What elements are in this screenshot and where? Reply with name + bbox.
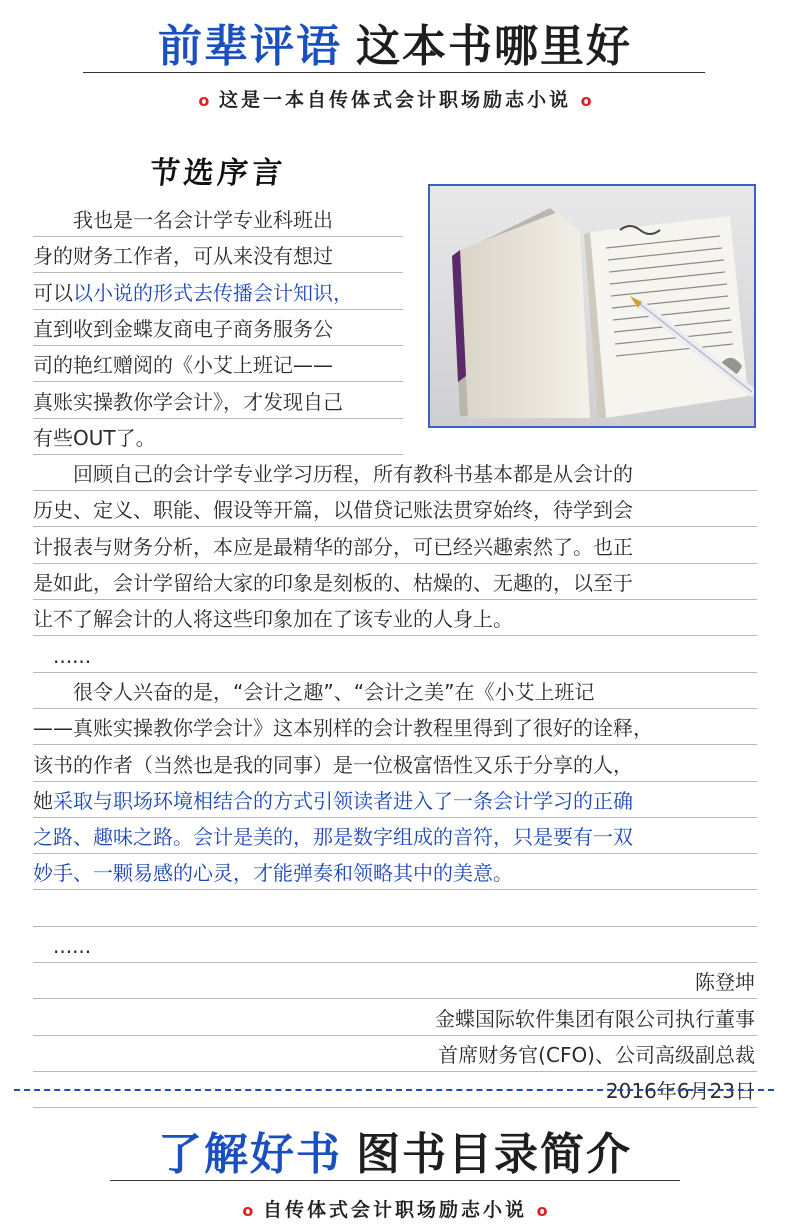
text-line [33, 929, 757, 963]
dashed-separator [14, 1089, 774, 1091]
section-heading-review [0, 10, 790, 74]
signature-line: 首席财务官(CFO)、公司高级副总裁 [33, 1038, 757, 1072]
section-heading-catalog [0, 1118, 790, 1182]
text-line [33, 457, 757, 491]
heading-dark-text: 这本书哪里好 [356, 21, 632, 72]
heading-dark-text: 图书目录简介 [356, 1129, 632, 1180]
highlighted-text: 之路、趣味之路。会计是美的，那是数字组成的音符，只是要有一双 [33, 825, 633, 850]
text-segment: 身的财务工作者，可从来没有想过 [33, 244, 333, 269]
subtitle-text: 自传体式会计职场励志小说 [262, 1199, 527, 1221]
text-segment: 我也是一名会计学专业科班出 [33, 208, 333, 232]
text-line [33, 784, 757, 818]
text-segment: ...... [33, 934, 92, 958]
text-line [33, 385, 403, 419]
text-segment: ...... [33, 643, 92, 668]
heading-underline [110, 1180, 680, 1181]
text-line [33, 312, 403, 346]
book-photo [428, 184, 756, 428]
text-line [33, 530, 757, 564]
text-segment: 她 [33, 788, 53, 813]
red-circle-icon: o [536, 1201, 548, 1220]
text-segment: 回顾自己的会计学专业学习历程，所有教科书基本都是从会计的 [33, 462, 633, 487]
text-line [33, 566, 757, 600]
subtitle-line [0, 85, 790, 112]
text-segment: 历史、定义、职能、假设等开篇，以借贷记账法贯穿始终，待学到会 [33, 498, 633, 523]
text-segment: 直到收到金蝶友商电子商务服务公 [33, 316, 333, 341]
highlighted-text: 采取与职场环境相结合的方式引领读者进入了一条会计学习的正确 [53, 788, 633, 813]
text-line [33, 276, 403, 310]
text-line [33, 711, 757, 745]
text-segment: 司的艳红赠阅的《小艾上班记—— [33, 353, 333, 378]
excerpt-title: 节选序言 [147, 156, 288, 191]
text-line [33, 348, 403, 382]
heading-blue-text: 前辈评语 [158, 21, 342, 72]
text-segment: 是如此，会计学留给大家的印象是刻板的、枯燥的、无趣的，以至于 [33, 571, 633, 595]
text-segment: 有些OUT了。 [33, 425, 156, 450]
red-circle-icon: o [242, 1201, 254, 1220]
text-line [33, 421, 403, 455]
red-circle-icon: o [198, 91, 210, 110]
text-line [33, 493, 757, 527]
text-line [33, 748, 757, 782]
text-line [33, 893, 757, 927]
text-line [33, 239, 403, 273]
text-segment: 让不了解会计的人将这些印象加在了该专业的人身上。 [33, 607, 513, 632]
text-segment: 计报表与财务分析，本应是最精华的部分，可已经兴趣索然了。也正 [33, 534, 633, 559]
text-line [33, 203, 403, 237]
text-segment: 该书的作者（当然也是我的同事）是一位极富悟性又乐于分享的人， [33, 752, 633, 777]
subtitle-text: 这是一本自传体式会计职场励志小说 [218, 89, 571, 111]
text-segment: ——真账实操教你学会计》这本别样的会计教程里得到了很好的诠释， [33, 716, 653, 741]
text-line [33, 820, 757, 854]
highlighted-text: 以小说的形式去传播会计知识， [73, 280, 353, 305]
text-segment: 可以 [33, 280, 73, 305]
signature-line: 金蝶国际软件集团有限公司执行董事 [33, 1002, 757, 1036]
heading-underline [83, 72, 705, 73]
subtitle-line [0, 1195, 790, 1222]
text-line [33, 639, 757, 673]
text-segment: 真账实操教你学会计》，才发现自己 [33, 389, 343, 414]
red-circle-icon: o [580, 91, 592, 110]
text-line [33, 602, 757, 636]
text-line [33, 675, 757, 709]
text-segment: 很令人兴奋的是，“会计之趣”、“会计之美”在《小艾上班记 [33, 679, 595, 704]
signature-line: 2016年6月23日 [33, 1074, 757, 1108]
highlighted-text: 妙手、一颗易感的心灵，才能弹奏和领略其中的美意。 [33, 861, 513, 886]
heading-blue-text: 了解好书 [158, 1129, 342, 1180]
signature-line: 陈登坤 [33, 965, 757, 999]
text-line [33, 856, 757, 890]
